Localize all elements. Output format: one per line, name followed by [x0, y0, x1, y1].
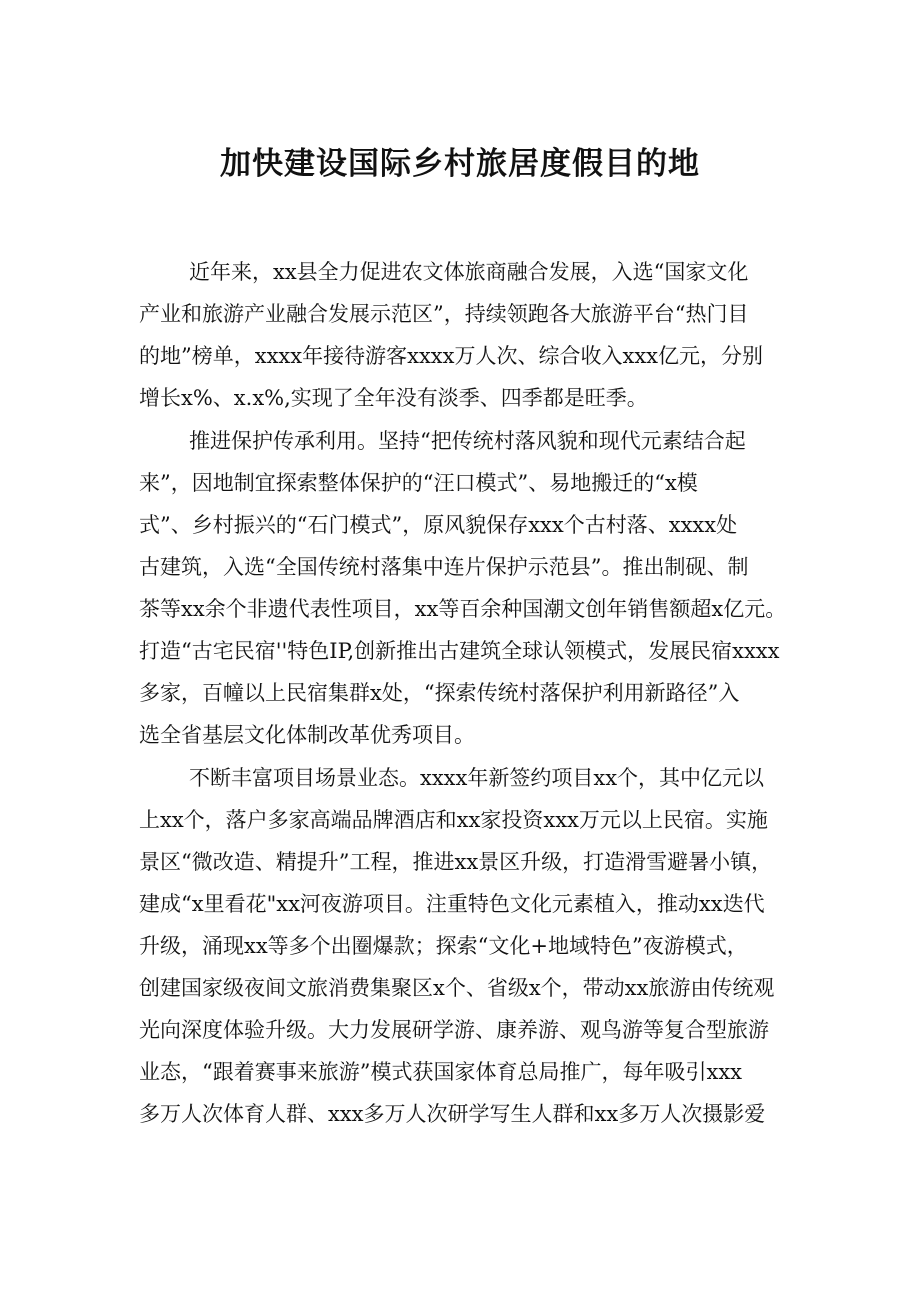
paragraph-line: 式”、乡村振兴的“石门模式”，原风貌保存xxx个古村落、xxxx处	[139, 513, 738, 537]
paragraph-line: 景区“微改造、精提升”工程，推进xx景区升级，打造滑雪避暑小镇，	[139, 850, 773, 874]
paragraph-line: 多家，百幢以上民宿集群x处，“探索传统村落保护利用新路径”入	[139, 681, 740, 705]
paragraph-line: 业态，“跟着赛事来旅游”模式获国家体育总局推广，每年吸引xxx	[139, 1060, 742, 1084]
paragraph-line: 打造“古宅民宿''特色IP,创新推出古建筑全球认领模式，发展民宿xxxx	[139, 639, 780, 663]
paragraph-line: 的地”榜单，xxxx年接待游客xxxx万人次、综合收入xxx亿元，分别	[139, 344, 764, 368]
paragraph-line: 茶等xx余个非遗代表性项目，xx等百余种国潮文创年销售额超x亿元。	[139, 597, 787, 621]
paragraph-line: 选全省基层文化体制改革优秀项目。	[139, 723, 475, 747]
paragraph-line: 增长x%、x.x%,实现了全年没有淡季、四季都是旺季。	[139, 386, 648, 410]
paragraph-line: 推进保护传承利用。坚持“把传统村落风貌和现代元素结合起	[189, 429, 746, 453]
paragraph-line: 升级，涌现xx等多个出圈爆款；探索“文化+地域特色”夜游模式，	[139, 934, 748, 958]
paragraph-line: 建成“x里看花"xx河夜游项目。注重特色文化元素植入，推动xx迭代	[139, 892, 765, 916]
paragraph-line: 古建筑，入选“全国传统村落集中连片保护示范县”。推出制砚、制	[139, 555, 749, 579]
document-title: 加快建设国际乡村旅居度假目的地	[220, 146, 700, 182]
paragraph-line: 不断丰富项目场景业态。xxxx年新签约项目xx个，其中亿元以	[189, 766, 765, 790]
paragraph-line: 近年来，xx县全力促进农文体旅商融合发展，入选“国家文化	[189, 260, 749, 284]
paragraph-line: 创建国家级夜间文旅消费集聚区x个、省级x个，带动xx旅游由传统观	[139, 976, 775, 1000]
paragraph-line: 多万人次体育人群、xxx多万人次研学写生人群和xx多万人次摄影爱	[139, 1102, 766, 1126]
paragraph-line: 上xx个，落户多家高端品牌酒店和xx家投资xxx万元以上民宿。实施	[139, 808, 768, 832]
paragraph-line: 光向深度体验升级。大力发展研学游、康养游、观鸟游等复合型旅游	[139, 1018, 769, 1042]
paragraph-line: 产业和旅游产业融合发展示范区”，持续领跑各大旅游平台“热门目	[139, 302, 749, 326]
paragraph-line: 来”，因地制宜探索整体保护的“汪口模式”、易地搬迁的“x模	[139, 471, 698, 495]
